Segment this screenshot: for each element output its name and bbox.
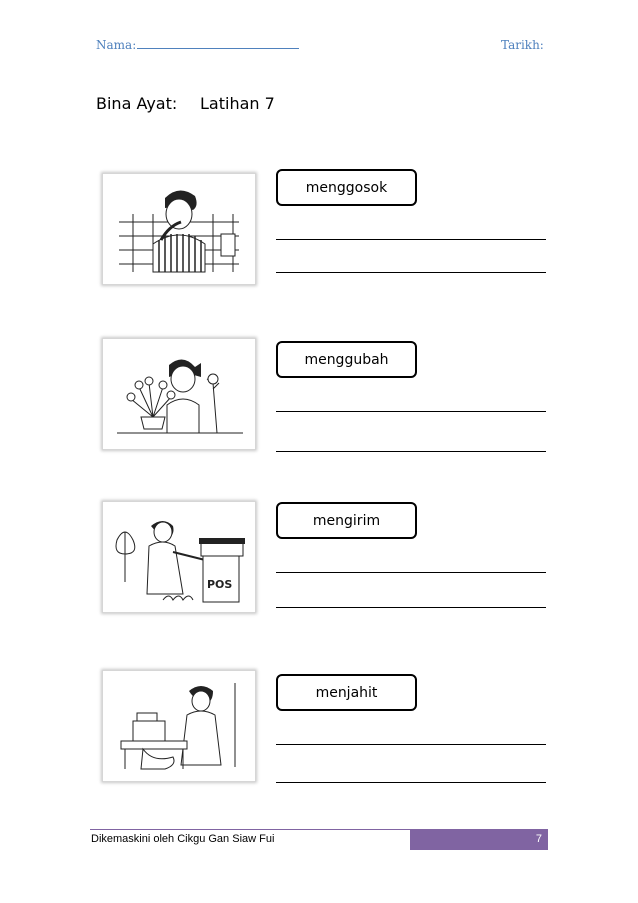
picture-boy-brushing-teeth (102, 173, 256, 285)
title-main: Bina Ayat: (96, 94, 178, 113)
writing-line-2b[interactable] (276, 451, 546, 452)
writing-line-3b[interactable] (276, 607, 546, 608)
name-field-label: Nama: (96, 38, 299, 52)
name-blank-line[interactable] (137, 38, 299, 49)
woman-sewing-illustration (103, 671, 255, 781)
writing-line-4b[interactable] (276, 782, 546, 783)
page-number: 7 (535, 833, 542, 845)
page-number-badge (410, 830, 548, 850)
word-text-1: menggosok (305, 179, 388, 196)
picture-woman-sewing (102, 670, 256, 782)
word-box-2 (276, 341, 417, 378)
title-sub: Latihan 7 (200, 94, 275, 113)
woman-posting-letter-illustration (103, 502, 255, 612)
word-text-2: menggubah (304, 351, 389, 368)
word-box-3 (276, 502, 417, 539)
word-text-3: mengirim (312, 512, 381, 529)
girl-arranging-flowers-illustration (103, 339, 255, 449)
word-box-4 (276, 674, 417, 711)
svg-text:POS: POS (207, 578, 233, 591)
picture-girl-arranging-flowers (102, 338, 256, 450)
writing-line-3a[interactable] (276, 572, 546, 573)
writing-line-1a[interactable] (276, 239, 546, 240)
writing-line-1b[interactable] (276, 272, 546, 273)
boy-brushing-teeth-illustration (103, 174, 255, 284)
writing-line-2a[interactable] (276, 411, 546, 412)
footer-credit: Dikemaskini oleh Cikgu Gan Siaw Fui (91, 833, 275, 845)
writing-line-4a[interactable] (276, 744, 546, 745)
page-title (96, 94, 275, 113)
picture-woman-posting-letter (102, 501, 256, 613)
date-field-label: Tarikh: (501, 38, 544, 52)
word-box-1 (276, 169, 417, 206)
word-text-4: menjahit (315, 684, 378, 701)
